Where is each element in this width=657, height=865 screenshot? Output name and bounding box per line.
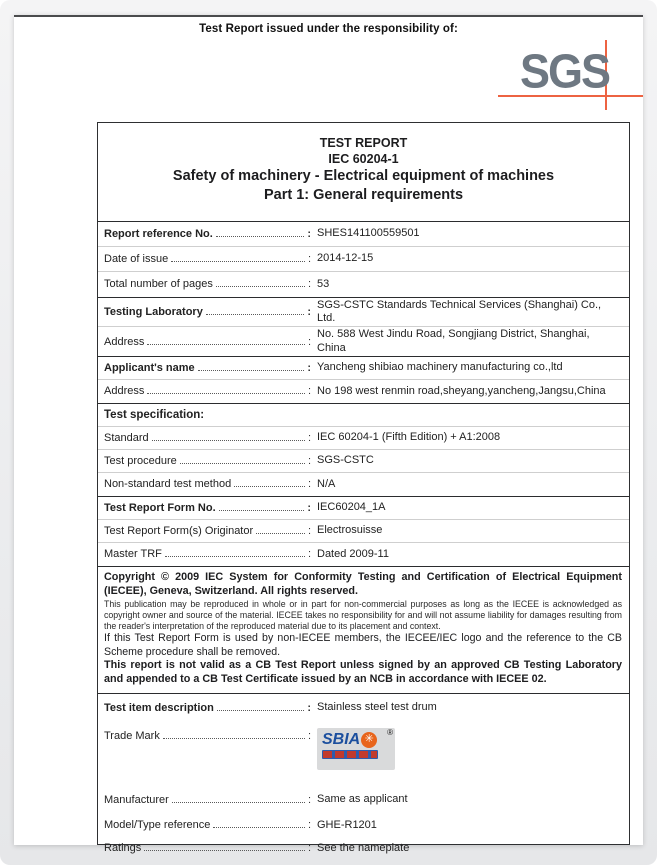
field-value: SGS-CSTC [317,454,374,467]
field-label: Ratings [104,842,142,855]
copyright-section [98,566,629,693]
standard-part: Part 1: General requirements [263,187,464,204]
field-value: Yancheng shibiao machinery manufacturing co.,ltd [317,361,563,374]
field-value: 2014-12-15 [317,252,374,265]
field-label: Manufacturer [104,793,169,806]
field-label: Standard [104,431,149,444]
dotted-leader [180,463,305,464]
field-label: Address [104,335,145,348]
section-report-info [98,221,629,297]
field-row-lab-address [98,327,629,355]
test-specification-header-row [98,404,629,427]
field-row-ratings [98,837,629,860]
dotted-leader [147,344,305,345]
field-value: No 198 west renmin road,sheyang,yancheng,Jangsu,China [317,384,606,397]
field-row-date-of-issue [98,247,629,272]
dotted-leader [172,802,305,803]
field-label: Master TRF [104,548,162,561]
copyright-body: If this Test Report Form is used by non-IECEE members, the IECEE/IEC logo and the reference to the CB Scheme procedure shall be removed. [104,632,622,658]
dotted-leader [171,261,305,262]
field-value: Electrosuisse [317,524,383,537]
report-page [14,15,643,855]
field-row-applicant-address [98,380,629,403]
dotted-leader [219,510,305,511]
dotted-leader [198,370,305,371]
field-row-standard [98,427,629,450]
field-label: Report reference No. [104,227,213,240]
field-value: GHE-R1201 [317,818,377,831]
field-value: 53 [317,277,330,290]
dotted-leader [165,556,305,557]
field-value: Dated 2009-11 [317,547,389,560]
field-row-trf-originator [98,520,629,543]
field-value: SGS-CSTC Standards Technical Services (Shanghai) Co., Ltd. [317,298,602,325]
field-label: Test procedure [104,454,177,467]
section-report-form [98,496,629,566]
report-title: TEST REPORT [319,136,408,150]
field-row-test-procedure [98,450,629,473]
field-label: Test Report Form(s) Originator [104,524,254,537]
field-row-manufacturer [98,786,629,814]
dotted-leader [256,533,305,534]
field-row-applicant-name [98,357,629,380]
trademark-chinese-strip [322,750,378,759]
dotted-leader [216,286,305,287]
field-row-testing-laboratory [98,298,629,327]
field-value: Stainless steel test drum [317,701,437,714]
field-row-test-item-description [98,694,629,722]
copyright-small-print: This publication may be reproduced in whole or in part for non-commercial purposes as long as the IECEE is acknowledged as copyright owner and source of the material. IECEE takes no responsibility for and will not assume liability for damages resulting from the reader's interpretation of the reproduced material due to its placement and context. [104,599,622,631]
responsibility-note: Test Report issued under the responsibility of: [199,23,458,35]
field-row-master-trf [98,543,629,566]
field-value: See the nameplate [317,841,410,854]
section-applicant [98,356,629,403]
standard-number: IEC 60204-1 [328,151,399,166]
field-label: Applicant's name [104,361,195,374]
standard-name: Safety of machinery - Electrical equipment of machines [172,168,555,185]
section-test-item [98,693,629,860]
field-label: Total number of pages [104,278,213,291]
field-value: IEC60204_1A [317,501,386,514]
trademark-logo-text: SBIA [322,730,361,748]
dotted-leader [206,314,305,315]
copyright-validity-note: This report is not valid as a CB Test Report unless signed by an approved CB Testing Laboratory and appended to a CB Test Certificate issued by an NCB in accordance with IECEE 02. [104,659,622,685]
dotted-leader [144,850,305,851]
field-row-total-pages [98,272,629,297]
field-label: Test item description [104,701,214,714]
report-table [97,122,630,855]
wheel-icon [361,732,377,748]
dotted-leader [234,486,305,487]
field-label: Trade Mark [104,729,160,742]
field-row-trf-no [98,497,629,520]
dotted-leader [216,236,305,237]
field-label: Address [104,385,145,398]
field-value: SHES141100559501 [317,227,420,240]
section-test-specification [98,403,629,496]
field-label: Date of issue [104,252,169,265]
field-label: Test Report Form No. [104,501,216,514]
field-row-non-standard-method [98,473,629,496]
field-label: Non-standard test method [104,478,232,491]
section-testing-laboratory [98,297,629,356]
field-value: No. 588 West Jindu Road, Songjiang District, Shanghai, China [317,328,590,354]
dotted-leader [152,440,305,441]
dotted-leader [147,393,305,394]
sgs-logo [14,17,643,127]
field-row-model-type [98,814,629,837]
dotted-leader [217,710,305,711]
title-block [98,123,629,221]
field-row-report-reference [98,222,629,247]
sgs-logo-text: SGS [520,43,610,99]
field-value: N/A [317,477,336,490]
field-label: Testing Laboratory [104,306,203,319]
trademark-logo [317,728,395,770]
field-value: Same as applicant [317,793,408,806]
field-row-trade-mark [98,722,629,786]
registered-trademark-icon: ® [387,727,393,737]
dotted-leader [213,827,305,828]
copyright-heading: Copyright © 2009 IEC System for Conformity Testing and Certification of Electrical Equipment (IECEE), Geneva, Switzerland. All rights reserved. [104,570,622,597]
dotted-leader [163,738,305,739]
field-label: Model/Type reference [104,819,211,832]
section-heading: Test specification: [104,408,205,421]
field-value: IEC 60204-1 (Fifth Edition) + A1:2008 [317,431,501,444]
